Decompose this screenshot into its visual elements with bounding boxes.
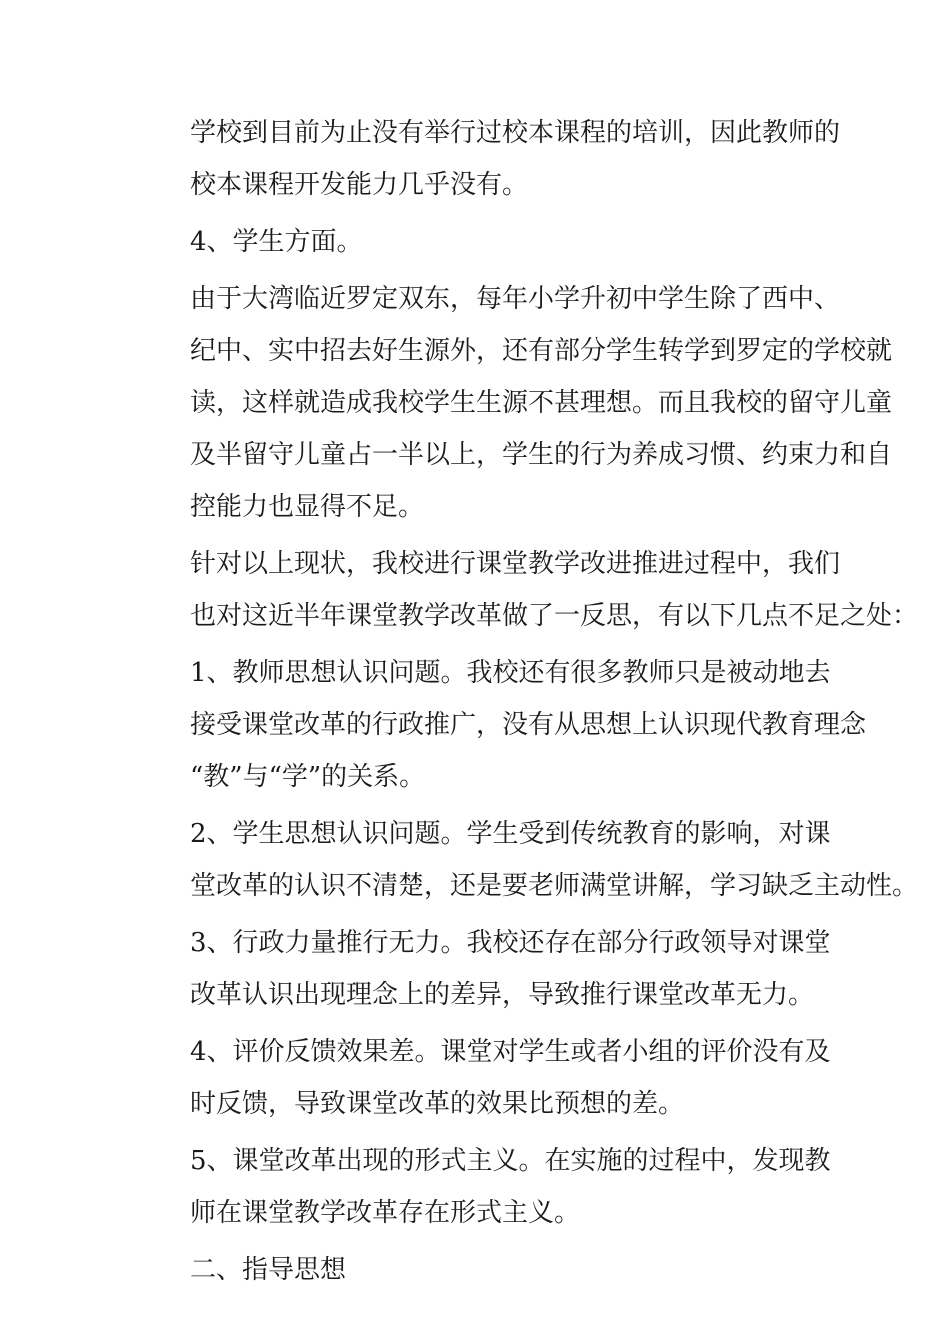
document-body: [138, 107, 919, 1301]
paragraph: [138, 538, 919, 642]
text-line: 改革认识出现理念上的差异，导致推行课堂改革无力。: [190, 980, 815, 1010]
paragraph: [138, 647, 867, 803]
text-line: 1、教师思想认识问题。我校还有很多教师只是被动地去: [190, 658, 831, 688]
text-line: 也对这近半年课堂教学改革做了一反思，有以下几点不足之处：: [190, 601, 919, 631]
text-line: 二、指导思想: [190, 1255, 347, 1285]
paragraph: [138, 107, 841, 211]
text-line: 读，这样就造成我校学生生源不甚理想。而且我校的留守儿童: [190, 388, 893, 418]
paragraph: [138, 1135, 838, 1239]
text-line: 5、课堂改革出现的形式主义。在实施的过程中，发现教: [190, 1146, 831, 1176]
text-line: 4、评价反馈效果差。课堂对学生或者小组的评价没有及: [190, 1037, 831, 1067]
text-line: 及半留守儿童占一半以上，学生的行为养成习惯、约束力和自: [190, 440, 893, 470]
text-line: 师在课堂教学改革存在形式主义。: [190, 1198, 581, 1228]
text-line: 4、学生方面。: [190, 227, 363, 257]
text-line: 针对以上现状，我校进行课堂教学改进推进过程中，我们: [190, 549, 841, 579]
text-line: 接受课堂改革的行政推广，没有从思想上认识现代教育理念: [190, 710, 867, 740]
paragraph: [138, 1026, 838, 1130]
section-heading: [138, 1244, 838, 1296]
paragraph: [138, 808, 919, 912]
paragraph: [138, 273, 893, 533]
text-line: 纪中、实中招去好生源外，还有部分学生转学到罗定的学校就: [190, 336, 893, 366]
text-line: 时反馈，导致课堂改革的效果比预想的差。: [190, 1089, 685, 1119]
text-line: 3、行政力量推行无力。我校还存在部分行政领导对课堂: [190, 928, 831, 958]
text-line: 堂改革的认识不清楚，还是要老师满堂讲解，学习缺乏主动性。: [190, 871, 919, 901]
paragraph: [138, 917, 838, 1021]
text-line: 校本课程开发能力几乎没有。: [190, 170, 529, 200]
text-line: “教”与“学”的关系。: [190, 762, 426, 792]
text-line: 由于大湾临近罗定双东，每年小学升初中学生除了西中、: [190, 284, 841, 314]
paragraph: [138, 216, 838, 268]
text-line: 控能力也显得不足。: [190, 492, 425, 522]
text-line: 2、学生思想认识问题。学生受到传统教育的影响，对课: [190, 819, 831, 849]
text-line: 学校到目前为止没有举行过校本课程的培训，因此教师的: [190, 118, 841, 148]
